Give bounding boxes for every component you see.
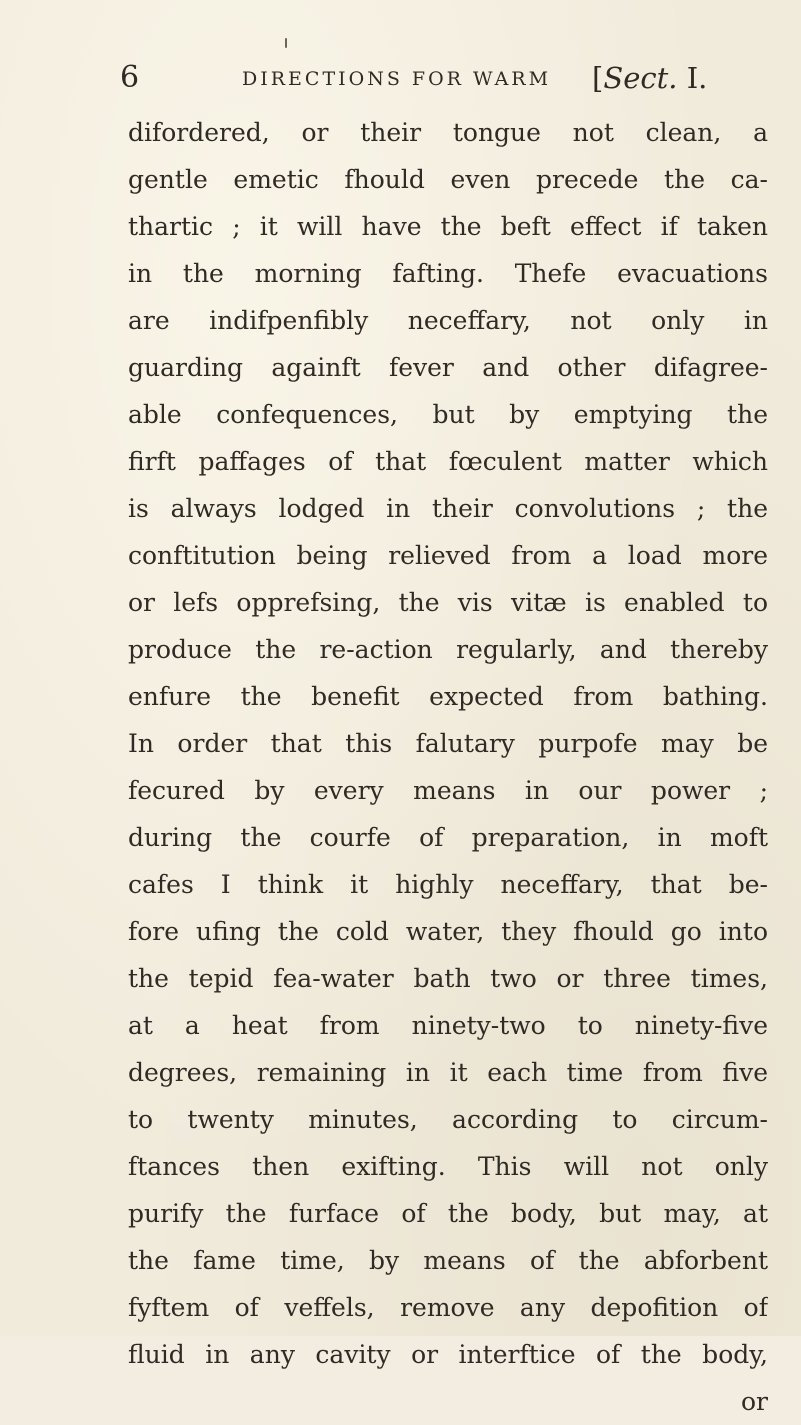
page-number: 6	[120, 60, 140, 95]
text-line: cafes I think it highly neceffary, that be-	[128, 870, 768, 899]
text-line: are indifpenfibly neceffary, not only in	[128, 306, 768, 335]
text-line: or lefs opprefsing, the vis vitæ is enabled to	[128, 588, 768, 617]
section-bracket: [	[592, 61, 604, 95]
page-header	[120, 58, 760, 98]
text-line: to twenty minutes, according to circum-	[128, 1105, 768, 1134]
text-line: gentle emetic fhould even precede the ca-	[128, 165, 768, 194]
ink-speck	[285, 38, 287, 48]
catchword: or	[740, 1387, 768, 1416]
text-line: purify the furface of the body, but may, at	[128, 1199, 768, 1228]
text-line: guarding againft fever and other difagree-	[128, 353, 768, 382]
text-line: In order that this falutary purpofe may be	[128, 729, 768, 758]
text-line: degrees, remaining in it each time from five	[128, 1058, 768, 1087]
text-line: is always lodged in their convolutions ; the	[128, 494, 768, 523]
body-text	[128, 109, 768, 1425]
running-head: DIRECTIONS FOR WARM	[242, 68, 552, 90]
text-line: able confequences, but by emptying the	[128, 400, 768, 429]
text-line: produce the re-action regularly, and thereby	[128, 635, 768, 664]
text-line: fecured by every means in our power ;	[128, 776, 768, 805]
text-line: conftitution being relieved from a load more	[128, 541, 768, 570]
text-line: enfure the benefit expected from bathing.	[128, 682, 768, 711]
section-number: I.	[686, 61, 708, 95]
text-line: firft paffages of that fœculent matter which	[128, 447, 768, 476]
section-abbreviation: Sect.	[603, 61, 678, 95]
text-line: during the courfe of preparation, in moft	[128, 823, 768, 852]
text-line: ftances then exifting. This will not only	[128, 1152, 768, 1181]
text-line: thartic ; it will have the beft effect if taken	[128, 212, 768, 241]
text-line: fluid in any cavity or interftice of the body,	[128, 1340, 768, 1369]
text-line: the fame time, by means of the abforbent	[128, 1246, 768, 1275]
section-reference	[592, 58, 707, 98]
text-line: fore ufing the cold water, they fhould go into	[128, 917, 768, 946]
text-line: at a heat from ninety-two to ninety-five	[128, 1011, 768, 1040]
text-line: in the morning fafting. Thefe evacuations	[128, 259, 768, 288]
text-line: the tepid fea-water bath two or three times,	[128, 964, 768, 993]
text-line: fyftem of veffels, remove any depofition of	[128, 1293, 768, 1322]
text-line: difordered, or their tongue not clean, a	[128, 118, 768, 147]
